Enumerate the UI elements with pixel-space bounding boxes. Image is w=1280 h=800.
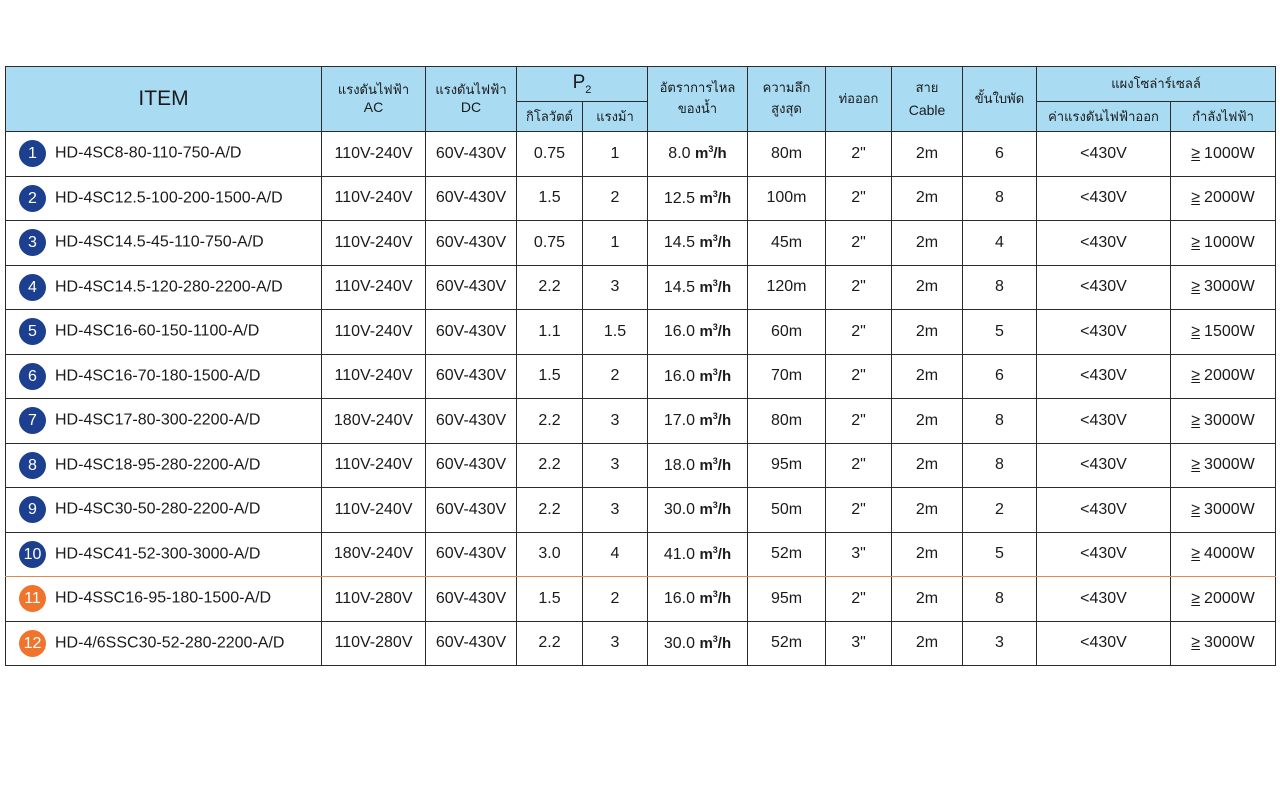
ge-symbol: ≥ (1191, 233, 1201, 251)
cell-hp: 2 (583, 577, 648, 622)
flow-value: 18.0 (663, 456, 695, 474)
flow-value: 30.0 (663, 634, 695, 652)
table-row (6, 577, 1276, 622)
model-name: HD-4SC16-70-180-1500-A/D (55, 367, 261, 385)
cell-kw: 1.1 (517, 310, 583, 355)
header-flow (648, 67, 748, 132)
cell-ac: 110V-240V (322, 354, 426, 399)
flow-value: 14.5 (663, 278, 695, 296)
header-p2-main: P (572, 72, 586, 94)
item-number-badge: 9 (19, 496, 46, 523)
header-item: ITEM (6, 67, 322, 132)
cell-ac: 110V-280V (322, 577, 426, 622)
cell-hp: 1 (583, 221, 648, 266)
cell-ac: 110V-240V (322, 221, 426, 266)
item-number-badge: 7 (19, 407, 46, 434)
model-name: HD-4SC14.5-45-110-750-A/D (55, 233, 264, 251)
header-solar-power: กำลังไฟฟ้า (1171, 102, 1276, 132)
cell-cable: 2m (892, 310, 963, 355)
cell-depth: 60m (748, 310, 826, 355)
flow-value: 16.0 (663, 367, 695, 385)
cell-power (1171, 488, 1276, 533)
cell-flow (648, 176, 748, 221)
cell-ac: 110V-280V (322, 621, 426, 666)
cell-power (1171, 399, 1276, 444)
cell-voltage: <430V (1037, 221, 1171, 266)
model-name: HD-4SSC16-95-180-1500-A/D (55, 589, 272, 607)
header-depth (748, 67, 826, 132)
cell-kw: 0.75 (517, 221, 583, 266)
cell-flow (648, 577, 748, 622)
cell-dc: 60V-430V (426, 265, 517, 310)
model-name: HD-4/6SSC30-52-280-2200-A/D (55, 634, 285, 652)
cell-stages: 3 (963, 621, 1037, 666)
table-row (6, 265, 1276, 310)
cell-dc: 60V-430V (426, 310, 517, 355)
cell-flow (648, 399, 748, 444)
cell-stages: 6 (963, 354, 1037, 399)
cell-flow (648, 310, 748, 355)
cell-dc: 60V-430V (426, 399, 517, 444)
cell-item (6, 176, 322, 221)
cell-voltage: <430V (1037, 488, 1171, 533)
cell-ac: 180V-240V (322, 399, 426, 444)
cell-depth: 45m (748, 221, 826, 266)
header-cable (892, 67, 963, 132)
flow-value: 12.5 (663, 189, 695, 207)
cell-outlet: 3" (826, 621, 892, 666)
cell-hp: 3 (583, 443, 648, 488)
model-name: HD-4SC41-52-300-3000-A/D (55, 545, 261, 563)
cell-flow (648, 354, 748, 399)
cell-stages: 2 (963, 488, 1037, 533)
item-number-badge: 1 (19, 140, 46, 167)
header-ac-bottom: AC (363, 99, 384, 115)
header-ac-top: แรงดันไฟฟ้า (337, 83, 410, 98)
cell-cable: 2m (892, 532, 963, 577)
cell-cable: 2m (892, 221, 963, 266)
cell-item (6, 354, 322, 399)
cell-cable: 2m (892, 621, 963, 666)
cell-item (6, 399, 322, 444)
cell-outlet: 2" (826, 399, 892, 444)
ge-symbol: ≥ (1191, 634, 1201, 652)
model-name: HD-4SC30-50-280-2200-A/D (55, 500, 261, 518)
item-number-badge: 2 (19, 185, 46, 212)
cell-kw: 2.2 (517, 265, 583, 310)
cell-hp: 3 (583, 621, 648, 666)
ge-symbol: ≥ (1191, 500, 1201, 518)
pump-spec-table (5, 66, 1276, 666)
power-value: 3000W (1204, 456, 1255, 474)
cell-power (1171, 577, 1276, 622)
cell-stages: 5 (963, 532, 1037, 577)
cell-hp: 3 (583, 265, 648, 310)
cell-kw: 2.2 (517, 399, 583, 444)
table-row (6, 354, 1276, 399)
flow-unit: $m^3/h$ (699, 455, 732, 474)
item-number-badge: 5 (19, 318, 46, 345)
cell-stages: 8 (963, 399, 1037, 444)
header-ac (322, 67, 426, 132)
cell-power (1171, 176, 1276, 221)
cell-item (6, 621, 322, 666)
cell-stages: 8 (963, 265, 1037, 310)
flow-unit: $m^3/h$ (699, 500, 732, 519)
cell-voltage: <430V (1037, 132, 1171, 177)
cell-voltage: <430V (1037, 577, 1171, 622)
cell-kw: 2.2 (517, 488, 583, 533)
cell-kw: 3.0 (517, 532, 583, 577)
cell-outlet: 2" (826, 443, 892, 488)
table-row (6, 443, 1276, 488)
cell-outlet: 2" (826, 354, 892, 399)
power-value: 3000W (1204, 500, 1255, 518)
cell-kw: 1.5 (517, 176, 583, 221)
cell-power (1171, 621, 1276, 666)
flow-unit: $m^3/h$ (699, 366, 732, 385)
table-row (6, 399, 1276, 444)
cell-power (1171, 310, 1276, 355)
cell-depth: 80m (748, 399, 826, 444)
cell-dc: 60V-430V (426, 621, 517, 666)
power-value: 2000W (1204, 589, 1255, 607)
cell-depth: 120m (748, 265, 826, 310)
cell-kw: 1.5 (517, 354, 583, 399)
header-dc-bottom: DC (460, 99, 482, 115)
header-dc-top: แรงดันไฟฟ้า (435, 83, 507, 98)
model-name: HD-4SC18-95-280-2200-A/D (55, 456, 261, 474)
cell-kw: 0.75 (517, 132, 583, 177)
item-number-badge: 8 (19, 452, 46, 479)
cell-voltage: <430V (1037, 443, 1171, 488)
cell-outlet: 2" (826, 221, 892, 266)
cell-outlet: 2" (826, 488, 892, 533)
cell-flow (648, 265, 748, 310)
model-name: HD-4SC12.5-100-200-1500-A/D (55, 189, 283, 207)
cell-power (1171, 532, 1276, 577)
item-number-badge: 4 (19, 274, 46, 301)
flow-value: 41.0 (663, 545, 695, 563)
header-depth-bottom: สูงสุด (771, 102, 802, 117)
header-cable-top: สาย (915, 80, 939, 96)
header-outlet: ท่อออก (826, 67, 892, 132)
cell-voltage: <430V (1037, 399, 1171, 444)
ge-symbol: ≥ (1191, 322, 1201, 340)
cell-hp: 1 (583, 132, 648, 177)
cell-outlet: 3" (826, 532, 892, 577)
cell-hp: 1.5 (583, 310, 648, 355)
power-value: 1000W (1204, 144, 1255, 162)
cell-cable: 2m (892, 354, 963, 399)
item-number-badge: 6 (19, 363, 46, 390)
header-solar-voltage: ค่าแรงดันไฟฟ้าออก (1037, 102, 1171, 132)
cell-ac: 110V-240V (322, 132, 426, 177)
cell-dc: 60V-430V (426, 354, 517, 399)
cell-flow (648, 132, 748, 177)
ge-symbol: ≥ (1191, 278, 1201, 296)
power-value: 3000W (1204, 634, 1255, 652)
cell-flow (648, 221, 748, 266)
cell-depth: 52m (748, 532, 826, 577)
flow-unit: $m^3/h$ (699, 633, 732, 652)
ge-symbol: ≥ (1191, 367, 1201, 385)
model-name: HD-4SC16-60-150-1100-A/D (55, 322, 260, 340)
model-name: HD-4SC17-80-300-2200-A/D (55, 411, 261, 429)
cell-dc: 60V-430V (426, 443, 517, 488)
cell-ac: 110V-240V (322, 310, 426, 355)
cell-cable: 2m (892, 132, 963, 177)
ge-symbol: ≥ (1191, 545, 1201, 563)
cell-stages: 5 (963, 310, 1037, 355)
cell-voltage: <430V (1037, 310, 1171, 355)
cell-dc: 60V-430V (426, 132, 517, 177)
model-name: HD-4SC14.5-120-280-2200-A/D (55, 278, 283, 296)
flow-unit: $m^3/h$ (699, 544, 732, 563)
table-row (6, 221, 1276, 266)
cell-dc: 60V-430V (426, 221, 517, 266)
table-row (6, 310, 1276, 355)
flow-unit: $m^3/h$ (695, 144, 727, 163)
cell-cable: 2m (892, 443, 963, 488)
cell-hp: 2 (583, 354, 648, 399)
cell-depth: 95m (748, 577, 826, 622)
ge-symbol: ≥ (1191, 144, 1201, 162)
flow-unit: $m^3/h$ (699, 322, 732, 341)
flow-unit: $m^3/h$ (699, 277, 732, 296)
cell-stages: 8 (963, 577, 1037, 622)
cell-dc: 60V-430V (426, 176, 517, 221)
cell-item (6, 443, 322, 488)
table-row (6, 621, 1276, 666)
cell-power (1171, 443, 1276, 488)
header-p2-sub: 2 (585, 83, 592, 96)
item-number-badge: 11 (19, 585, 46, 612)
spec-table-container (5, 66, 1275, 666)
cell-voltage: <430V (1037, 354, 1171, 399)
table-body (6, 132, 1276, 666)
cell-stages: 8 (963, 176, 1037, 221)
cell-hp: 3 (583, 488, 648, 533)
cell-ac: 110V-240V (322, 176, 426, 221)
header-flow-bottom: ของน้ำ (677, 102, 718, 117)
cell-item (6, 577, 322, 622)
cell-depth: 50m (748, 488, 826, 533)
cell-voltage: <430V (1037, 532, 1171, 577)
power-value: 1000W (1204, 233, 1255, 251)
power-value: 4000W (1204, 545, 1255, 563)
table-row (6, 488, 1276, 533)
cell-kw: 1.5 (517, 577, 583, 622)
header-stages: ขั้นใบพัด (963, 67, 1037, 132)
cell-outlet: 2" (826, 176, 892, 221)
cell-ac: 180V-240V (322, 532, 426, 577)
flow-unit: $m^3/h$ (699, 188, 732, 207)
item-number-badge: 10 (19, 541, 46, 568)
cell-item (6, 310, 322, 355)
cell-item (6, 488, 322, 533)
cell-depth: 52m (748, 621, 826, 666)
cell-dc: 60V-430V (426, 577, 517, 622)
cell-stages: 6 (963, 132, 1037, 177)
cell-flow (648, 443, 748, 488)
flow-value: 30.0 (663, 501, 695, 519)
item-number-badge: 12 (19, 630, 46, 657)
cell-cable: 2m (892, 577, 963, 622)
cell-power (1171, 354, 1276, 399)
flow-value: 14.5 (663, 234, 695, 252)
cell-kw: 2.2 (517, 621, 583, 666)
cell-stages: 4 (963, 221, 1037, 266)
cell-ac: 110V-240V (322, 488, 426, 533)
header-cable-bottom: Cable (908, 101, 946, 118)
cell-depth: 95m (748, 443, 826, 488)
cell-cable: 2m (892, 176, 963, 221)
cell-hp: 2 (583, 176, 648, 221)
header-p2-hp: แรงม้า (583, 102, 648, 132)
header-solar: แผงโซล่าร์เซลล์ (1037, 67, 1276, 102)
header-flow-top: อัตราการไหล (659, 81, 736, 96)
cell-outlet: 2" (826, 577, 892, 622)
power-value: 2000W (1204, 367, 1255, 385)
power-value: 2000W (1204, 189, 1255, 207)
cell-voltage: <430V (1037, 265, 1171, 310)
cell-voltage: <430V (1037, 176, 1171, 221)
cell-power (1171, 221, 1276, 266)
cell-outlet: 2" (826, 310, 892, 355)
ge-symbol: ≥ (1191, 456, 1201, 474)
model-name: HD-4SC8-80-110-750-A/D (55, 144, 242, 162)
flow-unit: $m^3/h$ (699, 411, 732, 430)
table-row (6, 132, 1276, 177)
flow-value: 16.0 (663, 323, 695, 341)
cell-flow (648, 621, 748, 666)
cell-kw: 2.2 (517, 443, 583, 488)
cell-dc: 60V-430V (426, 488, 517, 533)
cell-item (6, 132, 322, 177)
cell-cable: 2m (892, 265, 963, 310)
item-number-badge: 3 (19, 229, 46, 256)
cell-flow (648, 488, 748, 533)
flow-unit: $m^3/h$ (699, 233, 732, 252)
cell-ac: 110V-240V (322, 443, 426, 488)
flow-value: 17.0 (663, 412, 695, 430)
cell-cable: 2m (892, 488, 963, 533)
cell-item (6, 265, 322, 310)
cell-power (1171, 265, 1276, 310)
cell-outlet: 2" (826, 132, 892, 177)
cell-voltage: <430V (1037, 621, 1171, 666)
table-header (6, 67, 1276, 132)
cell-stages: 8 (963, 443, 1037, 488)
flow-unit: $m^3/h$ (699, 589, 732, 608)
ge-symbol: ≥ (1191, 189, 1201, 207)
ge-symbol: ≥ (1191, 589, 1201, 607)
cell-hp: 4 (583, 532, 648, 577)
header-dc (426, 67, 517, 132)
flow-value: 8.0 (668, 145, 691, 163)
header-p2 (517, 67, 648, 102)
cell-cable: 2m (892, 399, 963, 444)
header-p2-kw: กิโลวัตต์ (517, 102, 583, 132)
table-row (6, 532, 1276, 577)
power-value: 3000W (1204, 411, 1255, 429)
cell-depth: 70m (748, 354, 826, 399)
cell-hp: 3 (583, 399, 648, 444)
cell-power (1171, 132, 1276, 177)
cell-item (6, 221, 322, 266)
cell-depth: 80m (748, 132, 826, 177)
cell-depth: 100m (748, 176, 826, 221)
header-depth-top: ความลึก (762, 81, 811, 96)
flow-value: 16.0 (663, 590, 695, 608)
cell-flow (648, 532, 748, 577)
cell-outlet: 2" (826, 265, 892, 310)
cell-item (6, 532, 322, 577)
power-value: 1500W (1204, 322, 1255, 340)
cell-dc: 60V-430V (426, 532, 517, 577)
cell-ac: 110V-240V (322, 265, 426, 310)
table-row (6, 176, 1276, 221)
ge-symbol: ≥ (1191, 411, 1201, 429)
power-value: 3000W (1204, 278, 1255, 296)
